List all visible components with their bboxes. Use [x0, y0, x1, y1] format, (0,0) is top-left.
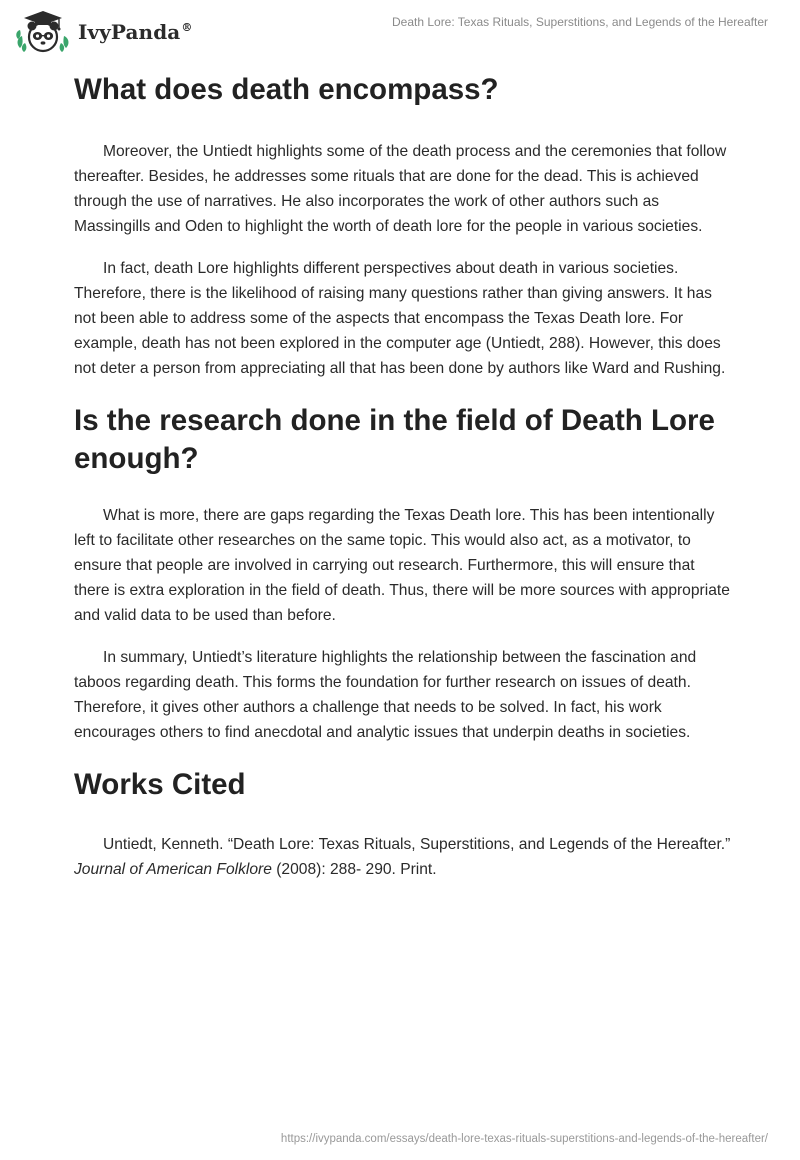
- page-header: [0, 0, 800, 60]
- panda-graduate-icon: [14, 8, 76, 54]
- citation-details: (2008): 288- 290. Print.: [271, 861, 437, 878]
- paragraph: In fact, death Lore highlights different perspectives about death in various societies. Therefore, there is the likelihood of raising many questions rather than giving answers. It has not been able to address some of the aspects that encompass the Texas Death lore. For example, death has not been explored in the computer age (Untiedt, 288). However, this does not deter a person from appreciating all that has been done by authors like Ward and Rushing.: [74, 260, 726, 377]
- works-cited-heading: Works Cited: [74, 768, 246, 801]
- source-url[interactable]: https://ivypanda.com/essays/death-lore-texas-rituals-superstitions-and-legends-of-the-hereafter/: [280, 1133, 768, 1145]
- paragraph: In summary, Untiedt’s literature highlights the relationship between the fascination and taboos regarding death. This forms the foundation for further research on issues of death. Therefore, it gives other authors a challenge that needs to be solved. In fact, his work encourages others to find anecdotal and analytic issues that underpin deaths in societies.: [74, 649, 697, 741]
- paragraph: Moreover, the Untiedt highlights some of the death process and the ceremonies that follow thereafter. Besides, he addresses some rituals that are done for the dead. This is achieved through the use of narratives. He also incorporates the work of other authors such as Massingills and Oden to highlight the worth of death lore for the people in various societies.: [74, 143, 727, 235]
- section-heading: Is the research done in the field of Death Lore enough?: [74, 404, 715, 475]
- essay-body: [74, 66, 734, 882]
- section-heading: What does death encompass?: [74, 73, 499, 106]
- registered-mark: ®: [181, 21, 193, 34]
- paragraph: What is more, there are gaps regarding the Texas Death lore. This has been intentionally left to facilitate other researches on the same topic. This would also act, as a motivator, to ensure that people are involved in carrying out research. Furthermore, this will ensure that there is extra exploration in the field of death. Thus, there will be more sources with appropriate and valid data to be used than before.: [74, 507, 730, 624]
- citation-journal: Journal of American Folklore: [74, 861, 272, 878]
- brand-name: IvyPanda®: [78, 20, 193, 44]
- citation: [74, 832, 734, 882]
- document-title: Death Lore: Texas Rituals, Superstitions, and Legends of the Hereafter: [391, 15, 768, 29]
- citation-authors-title: Untiedt, Kenneth. “Death Lore: Texas Rituals, Superstitions, and Legends of the Hereafter.”: [103, 836, 731, 853]
- ivypanda-logo[interactable]: [14, 8, 214, 54]
